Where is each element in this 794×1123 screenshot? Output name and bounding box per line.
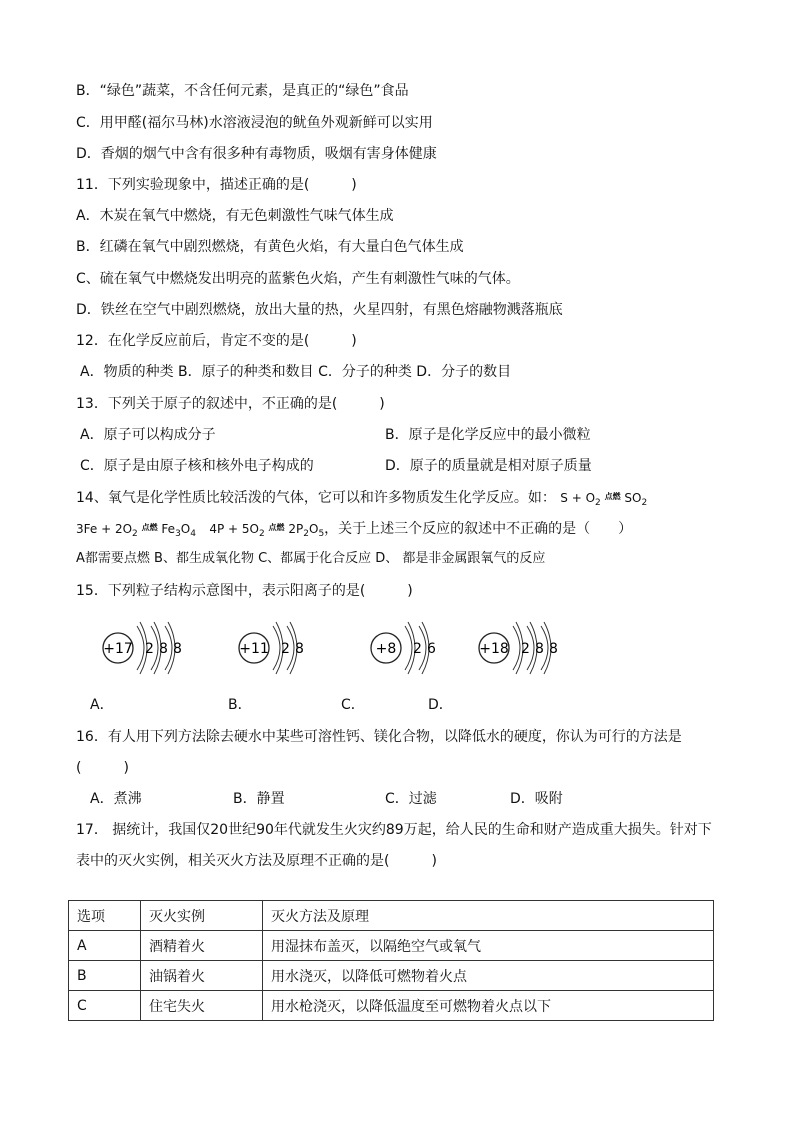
nucleus-charge: +18 <box>479 641 509 657</box>
atom-diagram <box>232 610 342 694</box>
question-11-option-d: D．铁丝在空气中剧烈燃烧，放出大量的热，火星四射，有黑色熔融物溅落瓶底 <box>76 302 563 318</box>
shell-electron-count: 8 <box>295 641 304 657</box>
electron-shell-arc <box>273 626 280 670</box>
question-16-option-c: C．过滤 <box>385 791 437 807</box>
question-13-option-c: C．原子是由原子核和核外电子构成的 <box>80 458 314 474</box>
question-14-ask: ，关于上述三个反应的叙述中不正确的是（ ） <box>324 521 633 537</box>
nucleus-charge: +8 <box>375 641 397 657</box>
table-cell: 用水枪浇灭，以降低温度至可燃物着火点以下 <box>263 991 714 1021</box>
electron-shell-arc <box>513 626 520 670</box>
question-15: 15．下列粒子结构示意图中，表示阳离子的是( ) <box>76 583 413 599</box>
question-16: 16．有人用下列方法除去硬水中某些可溶性钙、镁化合物，以降低水的硬度，你认为可行的方法是 <box>76 729 682 745</box>
electron-shell-arc <box>137 626 144 670</box>
question-13-option-d: D．原子的质量就是相对原子质量 <box>385 458 592 474</box>
question-13: 13．下列关于原子的叙述中，不正确的是( ) <box>76 396 385 412</box>
prev-option-d: D．香烟的烟气中含有很多种有毒物质，吸烟有害身体健康 <box>76 146 437 162</box>
electron-shell-arc <box>405 626 412 670</box>
shell-electron-count: 2 <box>521 641 530 657</box>
table-cell: B <box>69 961 141 991</box>
equation-3: $4P + 5O_2$ $^{点燃}$ $2P_2O_5$ <box>209 522 325 539</box>
shell-electron-count: 2 <box>413 641 422 657</box>
prev-option-b: B．“绿色”蔬菜，不含任何元素，是真正的“绿色”食品 <box>76 83 409 99</box>
question-11-option-c: C、硫在氧气中燃烧发出明亮的蓝紫色火焰，产生有刺激性气味的气体。 <box>76 271 520 287</box>
shell-electron-count: 8 <box>173 641 182 657</box>
nucleus-charge: +11 <box>239 641 269 657</box>
nucleus-charge: +17 <box>103 641 133 657</box>
option-label-d: D． <box>428 697 453 713</box>
question-16-option-b: B．静置 <box>233 791 285 807</box>
equation-2: $3Fe + 2O_2$ $^{点燃}$ $Fe_3O_4$ <box>76 522 196 539</box>
table-header-row <box>69 901 714 931</box>
table-cell: 用湿抹布盖灭，以隔绝空气或氧气 <box>263 931 714 961</box>
question-11-option-b: B．红磷在氧气中剧烈燃烧，有黄色火焰，有大量白色气体生成 <box>76 239 464 255</box>
shell-electron-count: 2 <box>281 641 290 657</box>
table-row <box>69 931 714 961</box>
question-12: 12．在化学反应前后，肯定不变的是( ) <box>76 333 357 349</box>
question-16-option-a: A．煮沸 <box>90 791 142 807</box>
table-row <box>69 961 714 991</box>
table-header: 灭火方法及原理 <box>263 901 714 931</box>
question-11: 11．下列实验现象中，描述正确的是( ) <box>76 177 357 193</box>
table-header: 选项 <box>69 901 141 931</box>
shell-electron-count: 6 <box>427 641 436 657</box>
question-13-option-a: A．原子可以构成分子 <box>80 427 216 443</box>
table-header: 灭火实例 <box>141 901 263 931</box>
table-row <box>69 991 714 1021</box>
question-16-option-d: D．吸附 <box>510 791 563 807</box>
atom-diagram <box>364 610 474 694</box>
shell-electron-count: 8 <box>535 641 544 657</box>
question-12-options: A．物质的种类 B．原子的种类和数目 C．分子的种类 D．分子的数目 <box>80 364 512 380</box>
shell-electron-count: 8 <box>159 641 168 657</box>
question-14-equations <box>76 518 632 544</box>
option-label-a: A． <box>90 697 114 713</box>
question-13-option-b: B．原子是化学反应中的最小微粒 <box>385 427 591 443</box>
table-cell: 用水浇灭，以降低可燃物着火点 <box>263 961 714 991</box>
table-cell: 油锅着火 <box>141 961 263 991</box>
question-17-line-2: 表中的灭火实例，相关灭火方法及原理不正确的是( ) <box>76 853 437 869</box>
shell-electron-count: 8 <box>549 641 558 657</box>
question-14 <box>76 487 647 513</box>
prev-option-c: C．用甲醛(福尔马林)水溶液浸泡的鱿鱼外观新鲜可以实用 <box>76 115 433 131</box>
equation-1: $S + O_2$ $^{点燃}$ $SO_2$ <box>560 491 648 508</box>
question-17: 17． 据统计，我国仅20世纪90年代就发生火灾约89万起，给人民的生命和财产造成重大损失。针对下 <box>76 822 712 838</box>
option-label-c: C． <box>341 697 365 713</box>
atom-diagram <box>472 610 582 694</box>
question-16-blank: ( ) <box>76 760 129 776</box>
shell-electron-count: 2 <box>145 641 154 657</box>
question-14-options: A都需要点燃 B、都生成氧化物 C、都属于化合反应 D、 都是非金属跟氧气的反应 <box>76 551 546 566</box>
fire-table <box>68 900 714 1021</box>
table-cell: C <box>69 991 141 1021</box>
question-14-stem: 14、氧气是化学性质比较活泼的气体，它可以和许多物质发生化学反应。如： <box>76 490 556 506</box>
atom-diagram <box>96 610 206 694</box>
question-11-option-a: A．木炭在氧气中燃烧，有无色刺激性气味气体生成 <box>76 208 394 224</box>
table-cell: 酒精着火 <box>141 931 263 961</box>
option-label-b: B． <box>228 697 252 713</box>
table-cell: 住宅失火 <box>141 991 263 1021</box>
table-cell: A <box>69 931 141 961</box>
